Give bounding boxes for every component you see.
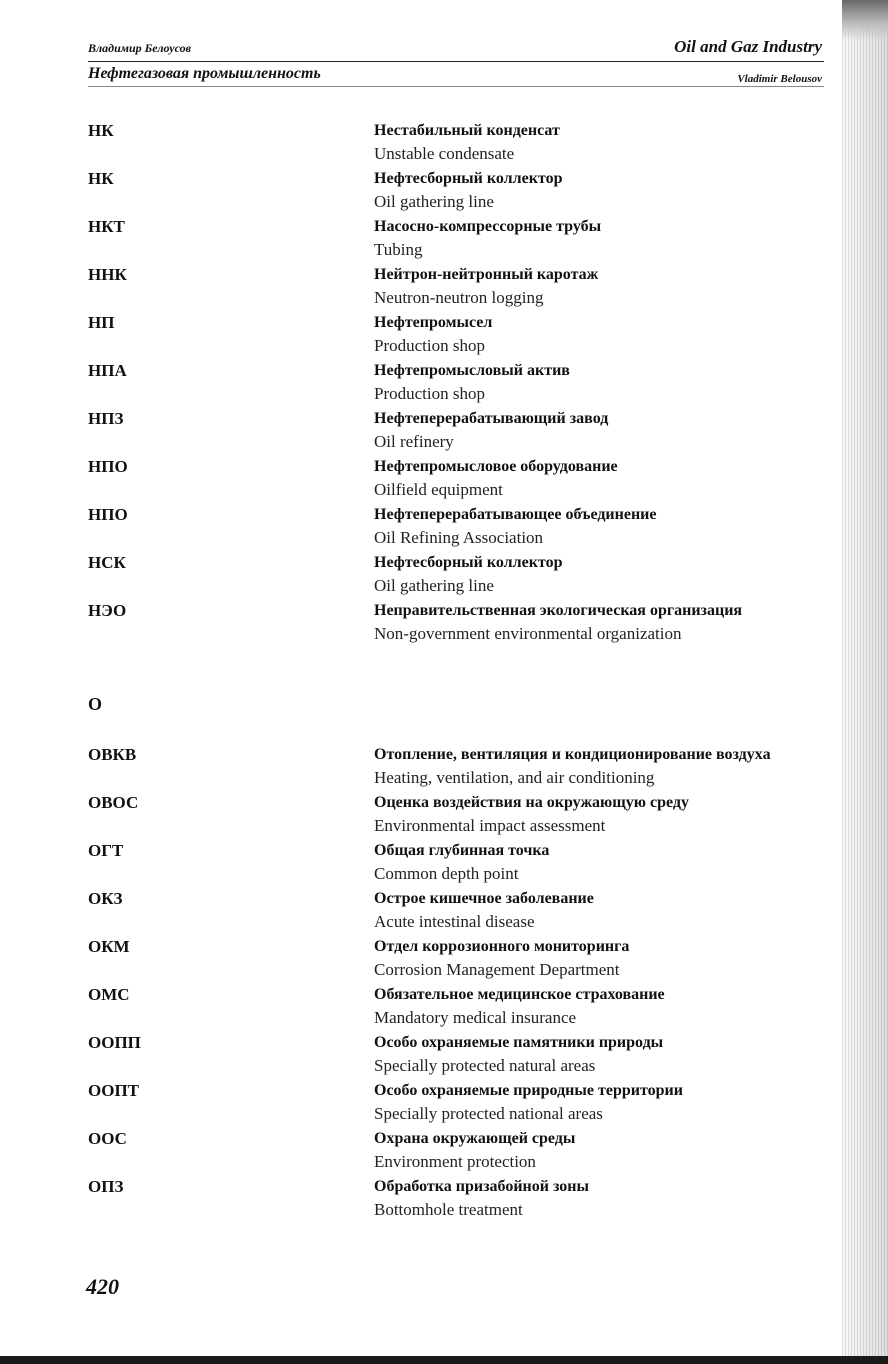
glossary-entry (88, 1128, 818, 1174)
page-number: 420 (86, 1274, 119, 1299)
entry-abbreviation: НСК (88, 553, 126, 572)
entry-abbreviation: НК (88, 169, 114, 188)
glossary-entry (88, 1032, 818, 1078)
entry-term-ru: Отопление, вентиляция и кондиционирование воздуха (374, 746, 771, 763)
entry-term-ru: Нефтеперерабатывающий завод (374, 410, 609, 427)
entry-term-ru: Отдел коррозионного мониторинга (374, 938, 630, 955)
entry-definition (374, 840, 818, 886)
entry-term-en: Production shop (374, 336, 485, 355)
entry-term-en: Non-government environmental organization (374, 624, 682, 643)
entry-abbreviation: ОМС (88, 985, 130, 1004)
entry-abbreviation: ННК (88, 265, 127, 284)
entry-definition (374, 408, 818, 454)
entry-term-ru: Общая глубинная точка (374, 842, 550, 859)
glossary-entry (88, 312, 818, 358)
entry-term-en: Heating, ventilation, and air conditioning (374, 768, 655, 787)
entry-term-ru: Особо охраняемые памятники природы (374, 1034, 664, 1051)
header-title-ru: Нефтегазовая промышленность (88, 65, 321, 82)
entry-definition (374, 744, 818, 790)
entry-term-en: Oil gathering line (374, 576, 494, 595)
header-author-en: Vladimir Belousov (737, 73, 822, 85)
entry-abbreviation: НПА (88, 361, 127, 380)
entry-term-ru: Особо охраняемые природные территории (374, 1082, 683, 1099)
entry-term-en: Oil gathering line (374, 192, 494, 211)
running-header (88, 38, 824, 88)
glossary-entry (88, 936, 818, 982)
entry-definition (374, 216, 818, 262)
glossary-entry (88, 120, 818, 166)
entry-term-ru: Нефтесборный коллектор (374, 170, 563, 187)
entry-abbreviation: ООС (88, 1129, 127, 1148)
entry-abbreviation: НПО (88, 505, 128, 524)
entry-term-en: Environmental impact assessment (374, 816, 606, 835)
entry-abbreviation: НКТ (88, 217, 125, 236)
glossary-entry (88, 840, 818, 886)
entry-term-en: Acute intestinal disease (374, 912, 535, 931)
entry-definition (374, 360, 818, 406)
glossary-entry (88, 1176, 818, 1222)
entry-term-en: Specially protected natural areas (374, 1056, 596, 1075)
entry-abbreviation: ОВКВ (88, 745, 137, 764)
entry-term-ru: Обработка призабойной зоны (374, 1178, 590, 1195)
glossary-entry (88, 264, 818, 310)
header-rule (88, 61, 824, 62)
entry-abbreviation: ООПП (88, 1033, 141, 1052)
header-title-en: Oil and Gaz Industry (674, 37, 822, 56)
entry-definition (374, 168, 818, 214)
entry-term-en: Production shop (374, 384, 485, 403)
entry-term-en: Tubing (374, 240, 423, 259)
entry-term-ru: Нефтеперерабатывающее объединение (374, 506, 657, 523)
header-author-ru: Владимир Белоусов (88, 41, 191, 55)
entry-abbreviation: ОКМ (88, 937, 130, 956)
glossary-entry (88, 168, 818, 214)
entry-term-en: Mandatory medical insurance (374, 1008, 577, 1027)
entry-abbreviation: ОВОС (88, 793, 139, 812)
entry-abbreviation: ООПТ (88, 1081, 140, 1100)
entry-term-en: Oil Refining Association (374, 528, 544, 547)
entry-term-ru: Нейтрон-нейтронный каротаж (374, 266, 599, 283)
glossary-entry (88, 504, 818, 550)
entry-term-en: Oilfield equipment (374, 480, 503, 499)
entry-term-ru: Обязательное медицинское страхование (374, 986, 665, 1003)
entry-abbreviation: ОПЗ (88, 1177, 124, 1196)
glossary-entry (88, 552, 818, 598)
entry-term-ru: Насосно-компрессорные трубы (374, 218, 602, 235)
header-rule-bottom (88, 86, 824, 87)
glossary-entry (88, 408, 818, 454)
entry-term-ru: Неправительственная экологическая организация (374, 602, 743, 619)
glossary-entry (88, 792, 818, 838)
page-edge-shadow (842, 0, 888, 1364)
entry-definition (374, 888, 818, 934)
entry-term-en: Corrosion Management Department (374, 960, 620, 979)
glossary-section-o (88, 744, 818, 1224)
entry-term-ru: Охрана окружающей среды (374, 1130, 576, 1147)
entry-term-en: Environment protection (374, 1152, 536, 1171)
entry-term-ru: Нефтепромысловый актив (374, 362, 570, 379)
entry-definition (374, 456, 818, 502)
glossary-entry (88, 456, 818, 502)
entry-abbreviation: НПЗ (88, 409, 124, 428)
entry-definition (374, 936, 818, 982)
scan-bottom-border (0, 1356, 888, 1364)
entry-definition (374, 792, 818, 838)
entry-term-ru: Оценка воздействия на окружающую среду (374, 794, 689, 811)
glossary-entry (88, 744, 818, 790)
entry-definition (374, 264, 818, 310)
glossary-entry (88, 1080, 818, 1126)
glossary-entry (88, 600, 818, 646)
entry-definition (374, 600, 818, 646)
entry-definition (374, 1128, 818, 1174)
entry-term-en: Unstable condensate (374, 144, 515, 163)
glossary-entry (88, 216, 818, 262)
entry-term-ru: Нефтесборный коллектор (374, 554, 563, 571)
entry-abbreviation: ОКЗ (88, 889, 123, 908)
entry-definition (374, 120, 818, 166)
entry-term-en: Oil refinery (374, 432, 454, 451)
entry-term-ru: Нестабильный конденсат (374, 122, 560, 139)
entry-term-ru: Нефтепромысловое оборудование (374, 458, 618, 475)
glossary-entry (88, 360, 818, 406)
entry-abbreviation: НП (88, 313, 115, 332)
entry-term-ru: Острое кишечное заболевание (374, 890, 594, 907)
page-corner-shadow (842, 0, 888, 40)
entry-definition (374, 552, 818, 598)
entry-term-en: Neutron-neutron logging (374, 288, 544, 307)
entry-abbreviation: НЭО (88, 601, 127, 620)
section-heading-letter: О (88, 694, 103, 714)
entry-term-en: Specially protected national areas (374, 1104, 603, 1123)
glossary-section-n (88, 120, 818, 648)
entry-definition (374, 1176, 818, 1222)
entry-abbreviation: НК (88, 121, 114, 140)
entry-term-en: Common depth point (374, 864, 519, 883)
entry-definition (374, 312, 818, 358)
entry-abbreviation: НПО (88, 457, 128, 476)
entry-definition (374, 1032, 818, 1078)
entry-definition (374, 984, 818, 1030)
glossary-entry (88, 888, 818, 934)
entry-abbreviation: ОГТ (88, 841, 124, 860)
entry-term-en: Bottomhole treatment (374, 1200, 523, 1219)
entry-definition (374, 504, 818, 550)
glossary-entry (88, 984, 818, 1030)
entry-definition (374, 1080, 818, 1126)
entry-term-ru: Нефтепромысел (374, 314, 493, 331)
